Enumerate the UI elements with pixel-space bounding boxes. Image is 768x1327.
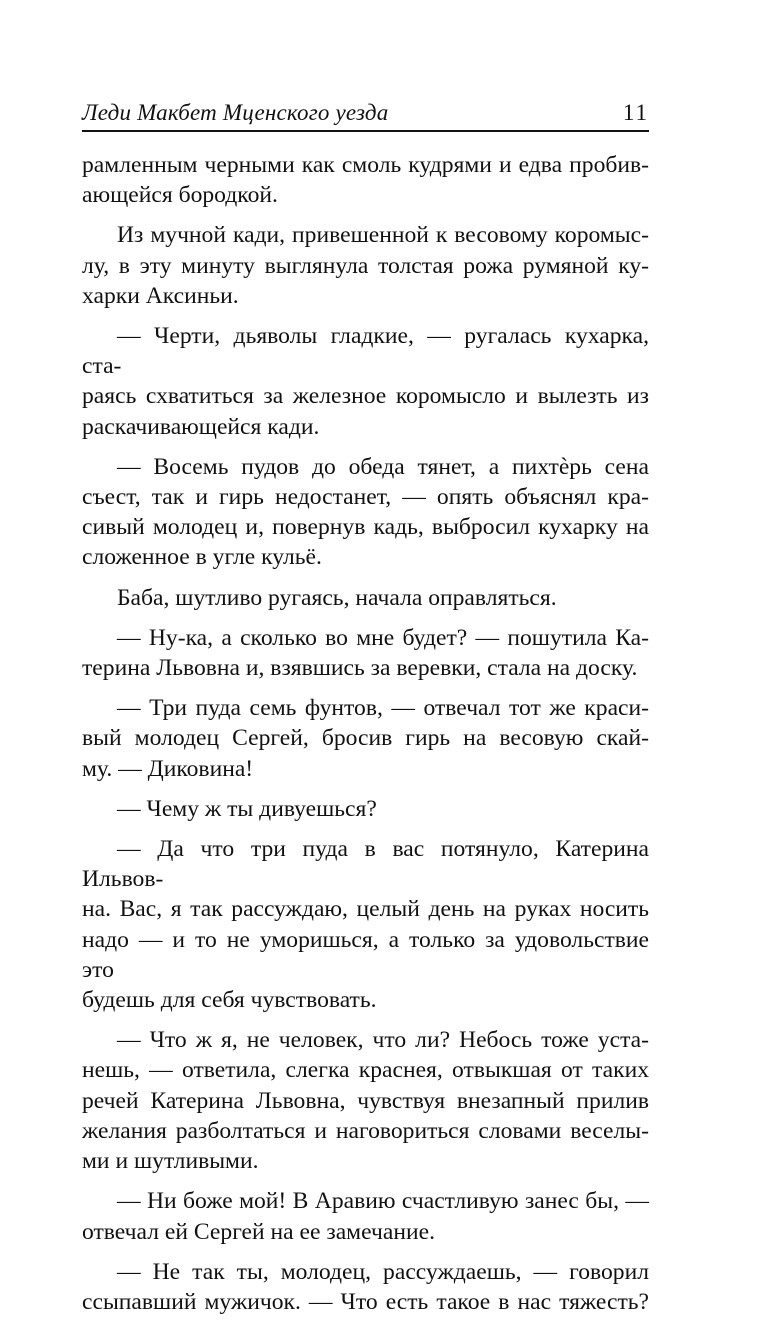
text-line: ми и шутливыми. <box>82 1148 259 1175</box>
book-page <box>82 96 649 1327</box>
text-line: будешь для себя чувствовать. <box>82 987 377 1014</box>
text-line: — Чему ж ты дивуешься? <box>117 795 377 822</box>
text-line: надо — и то не уморишься, а только за удовольствие это <box>82 926 649 983</box>
text-line: Баба, шутливо ругаясь, начала оправляться. <box>117 584 557 611</box>
paragraph <box>82 583 649 613</box>
text-line: желания разболтаться и наговориться словами веселы- <box>82 1117 649 1144</box>
text-line: — Восемь пудов до обеда тянет, а пихтѐрь сена <box>117 453 649 480</box>
text-line: отвечал ей Сергей на ее замечание. <box>82 1218 435 1245</box>
text-line: нешь, — ответила, слегка краснея, отвыкшая от таких <box>82 1057 649 1084</box>
paragraph <box>82 834 649 1015</box>
text-line: — Что ж я, не человек, что ли? Небось тоже уста- <box>117 1027 649 1054</box>
paragraph <box>82 321 649 442</box>
running-header <box>82 96 649 132</box>
text-line: съест, так и гирь недостанет, — опять объяснял кра- <box>82 484 649 511</box>
text-line: — Да что три пуда в вас потянуло, Катерина Ильвов- <box>82 836 649 893</box>
text-line: вый молодец Сергей, бросив гирь на весовую скай- <box>82 725 649 752</box>
text-line: Из мучной кади, привешенной к весовому коромыс- <box>117 222 649 249</box>
text-line: раясь схватиться за железное коромысло и вылезть из <box>82 383 649 410</box>
running-title: Леди Макбет Мценского уезда <box>82 100 389 125</box>
text-line: на. Вас, я так рассуждаю, целый день на руках носить <box>82 896 649 923</box>
text-line: — Три пуда семь фунтов, — отвечал тот же краси- <box>117 695 649 722</box>
text-line: сложенное в угле кульё. <box>82 544 322 571</box>
paragraph <box>82 693 649 784</box>
text-line: — Ни боже мой! В Аравию счастливую занес бы, — <box>117 1188 649 1215</box>
paragraph <box>82 794 649 824</box>
text-line: раскачивающейся кади. <box>82 413 320 440</box>
text-line: терина Львовна и, взявшись за веревки, стала на доску. <box>82 655 638 682</box>
text-line: ссыпавший мужичок. — Что есть такое в нас тяжесть? <box>82 1288 649 1315</box>
paragraph <box>82 623 649 683</box>
text-line: рамленным черными как смоль кудрями и едва пробив- <box>82 152 649 178</box>
text-line: харки Аксиньи. <box>82 282 239 309</box>
text-line: — Черти, дьяволы гладкие, — ругалась кухарка, ста- <box>82 323 649 380</box>
paragraph <box>82 150 649 210</box>
page-number: 11 <box>622 100 649 125</box>
text-line: речей Катерина Львовна, чувствуя внезапный прилив <box>82 1087 649 1114</box>
text-line: ающейся бородкой. <box>82 182 278 209</box>
text-line: му. — Диковина! <box>82 755 254 782</box>
paragraph <box>82 220 649 311</box>
paragraph <box>82 1186 649 1246</box>
paragraph <box>82 1025 649 1176</box>
body-text <box>82 150 649 1317</box>
paragraph <box>82 452 649 573</box>
text-line: — Ну-ка, а сколько во мне будет? — пошутила Ка- <box>117 624 649 651</box>
paragraph <box>82 1257 649 1317</box>
text-line: лу, в эту минуту выглянула толстая рожа румяной ку- <box>82 252 649 279</box>
text-line: — Не так ты, молодец, рассуждаешь, — говорил <box>117 1258 649 1285</box>
text-line: сивый молодец и, повернув кадь, выбросил кухарку на <box>82 514 649 541</box>
